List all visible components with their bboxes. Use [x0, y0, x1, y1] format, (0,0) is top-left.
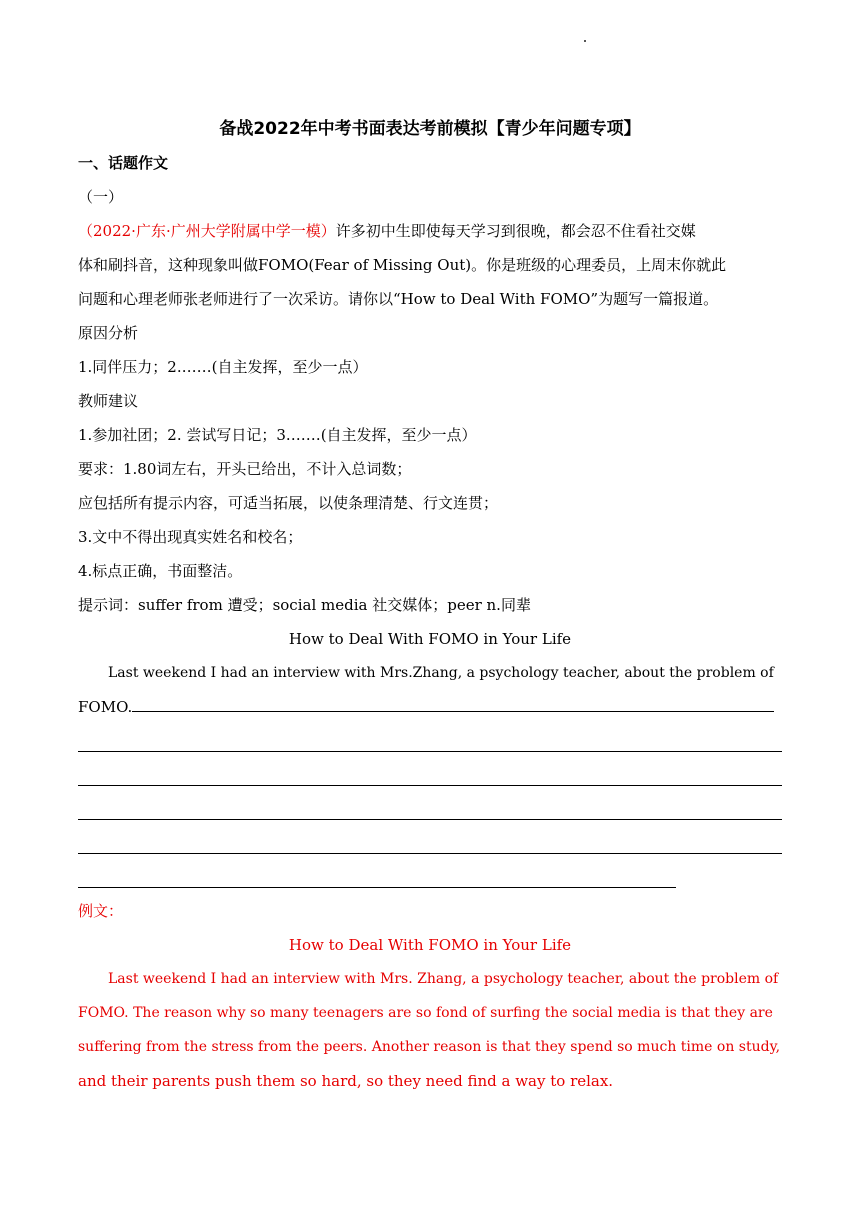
- page-mark-dot: [584, 40, 586, 42]
- writing-line[interactable]: [132, 697, 774, 712]
- sample-line-1: Last weekend I had an interview with Mrs. Zhang, a psychology teacher, about the problem of: [108, 971, 779, 987]
- sample-title: How to Deal With FOMO in Your Life: [288, 936, 572, 954]
- writing-line[interactable]: [78, 724, 782, 758]
- essay-title: How to Deal With FOMO in Your Life: [288, 630, 572, 648]
- prompt-line-2: 体和刷抖音，这种现象叫做FOMO(Fear of Missing Out)。你是班级的心理委员，上周末你就此: [78, 256, 727, 274]
- sample-label: 例文：: [78, 902, 124, 920]
- advice-points: 1.参加社团；2. 尝试写日记；3.……(自主发挥，至少一点）: [78, 426, 477, 444]
- prompt-line-1: [78, 214, 782, 248]
- requirement-2: 应包括所有提示内容，可适当拓展，以使条理清楚、行文连贯；: [78, 494, 499, 512]
- essay-start-line-2: [78, 690, 782, 724]
- writing-line[interactable]: [78, 826, 782, 860]
- section-heading: 一、话题作文: [78, 154, 169, 172]
- requirement-1: 要求：1.80词左右，开头已给出，不计入总词数；: [78, 460, 412, 478]
- hint-words: 提示词：suffer from 遭受；social media 社交媒体；peer n.同辈: [78, 596, 531, 614]
- sub-heading: （一）: [78, 188, 124, 206]
- writing-line[interactable]: [78, 792, 782, 826]
- requirement-4: 4.标点正确，书面整洁。: [78, 562, 243, 580]
- writing-line[interactable]: [78, 758, 782, 792]
- document-page: [78, 112, 782, 1098]
- requirement-3: 3.文中不得出现真实姓名和校名；: [78, 528, 303, 546]
- cause-points: 1.同伴压力；2.……(自主发挥，至少一点）: [78, 358, 368, 376]
- sample-line-3: suffering from the stress from the peers. Another reason is that they spend so much time on study,: [78, 1039, 781, 1055]
- advice-heading: 教师建议: [78, 392, 139, 410]
- writing-line[interactable]: [78, 860, 782, 894]
- document-title: 备战2022年中考书面表达考前模拟【青少年问题专项】: [219, 119, 641, 139]
- prompt-line-1-text: 许多初中生即使每天学习到很晚，都会忍不住看社交媒: [335, 222, 696, 240]
- prompt-source: （2022·广东·广州大学附属中学一模）: [78, 222, 336, 240]
- essay-start-line-1: Last weekend I had an interview with Mrs.Zhang, a psychology teacher, about the problem of: [108, 665, 774, 681]
- cause-heading: 原因分析: [78, 324, 139, 342]
- sample-line-2: FOMO. The reason why so many teenagers are so fond of surfing the social media is that they are: [78, 1005, 773, 1021]
- essay-start-text: FOMO.: [78, 698, 133, 716]
- prompt-line-3: 问题和心理老师张老师进行了一次采访。请你以“How to Deal With FOMO”为题写一篇报道。: [78, 290, 719, 308]
- sample-line-4: and their parents push them so hard, so they need find a way to relax.: [78, 1072, 614, 1090]
